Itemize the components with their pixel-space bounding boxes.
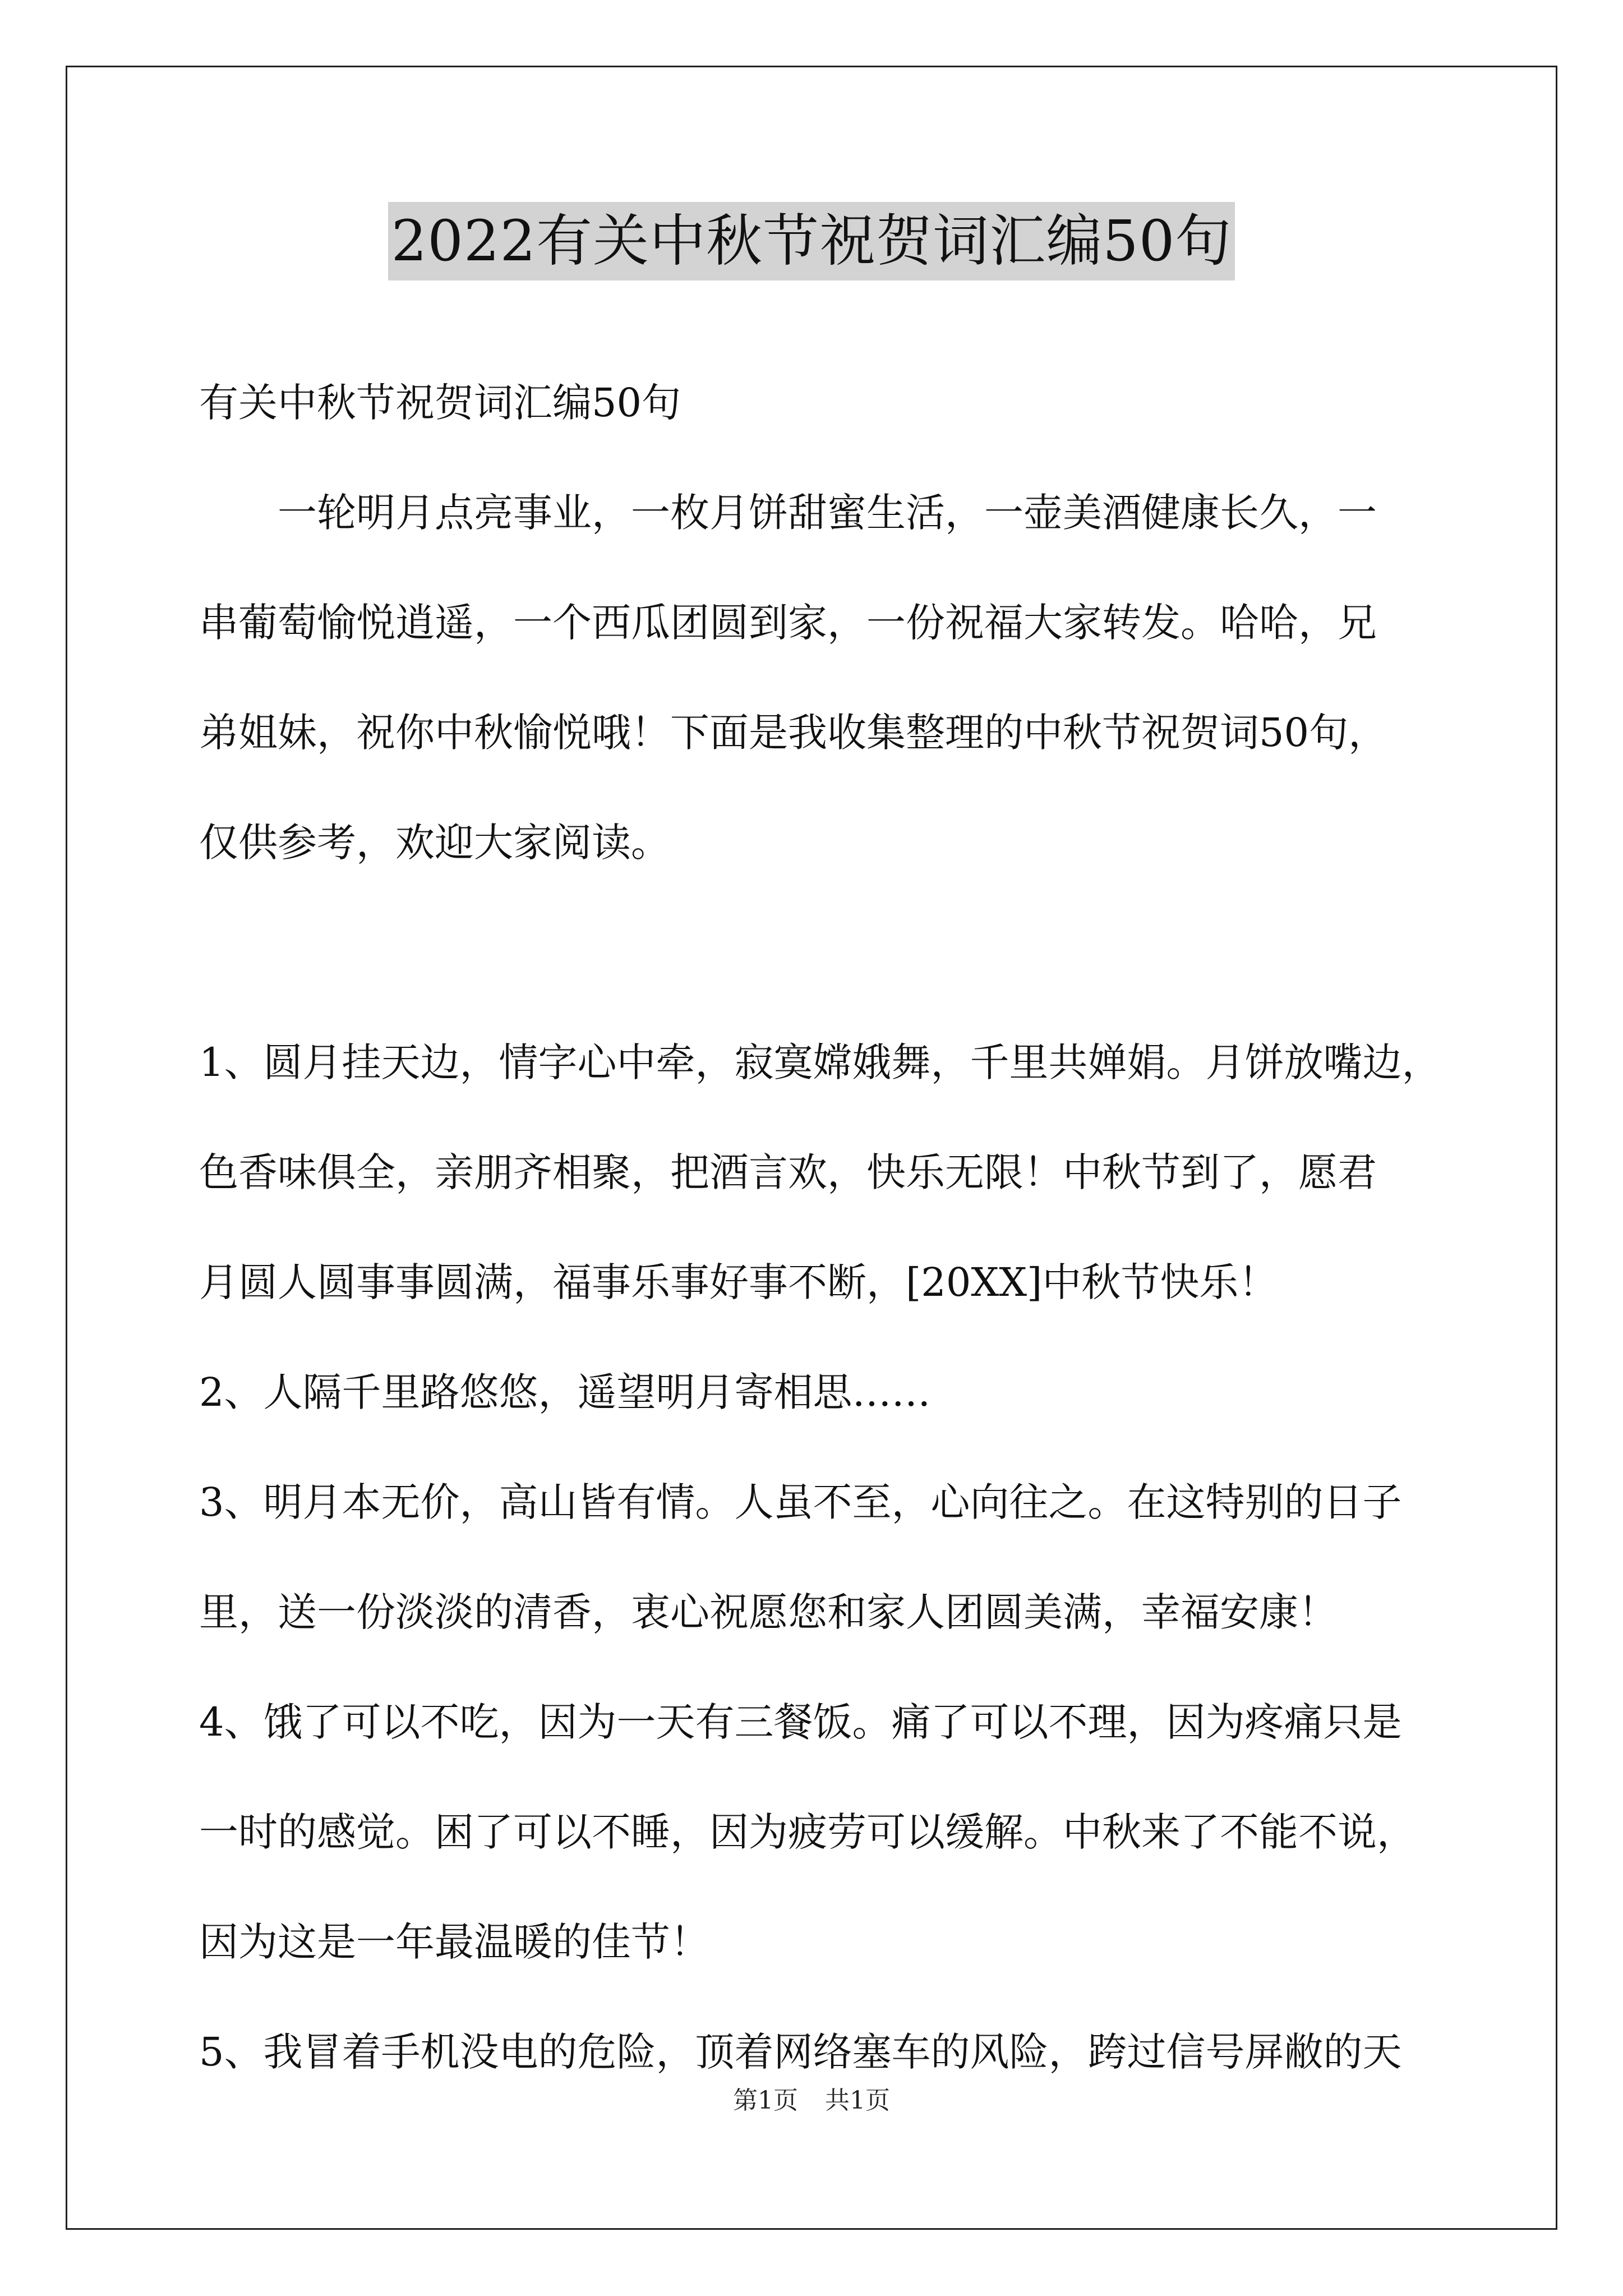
document-body	[199, 348, 1441, 2107]
body-line: 5、我冒着手机没电的危险，顶着网络塞车的风险，跨过信号屏敝的天	[199, 2029, 1402, 2075]
title-container	[0, 202, 1623, 280]
document-title: 2022有关中秋节祝贺词汇编50句	[388, 202, 1235, 280]
body-line: 3、明月本无价，高山皆有情。人虽不至，心向往之。在这特别的日子	[199, 1479, 1402, 1525]
body-line: 1、圆月挂天边，情字心中牵，寂寞嫦娥舞，千里共婵娟。月饼放嘴边，	[199, 1039, 1441, 1085]
intro-line: 弟姐妹，祝你中秋愉悦哦！下面是我收集整理的中秋节祝贺词50句，	[199, 710, 1388, 756]
body-line: 因为这是一年最温暖的佳节！	[199, 1919, 709, 1965]
intro-line: 仅供参考，欢迎大家阅读。	[199, 820, 670, 866]
body-line: 2、人隔千里路悠悠，遥望明月寄相思……	[199, 1369, 931, 1415]
page-footer	[0, 2084, 1623, 2118]
body-line: 里，送一份淡淡的清香，衷心祝愿您和家人团圆美满，幸福安康！	[199, 1589, 1338, 1635]
body-line: 一时的感觉。困了可以不睡，因为疲劳可以缓解。中秋来了不能不说，	[199, 1809, 1416, 1855]
body-line: 4、饿了可以不吃，因为一天有三餐饭。痛了可以不理，因为疼痛只是	[199, 1699, 1402, 1745]
body-line: 月圆人圆事事圆满，福事乐事好事不断，[20XX]中秋节快乐！	[199, 1259, 1278, 1305]
page-total: 共1页	[825, 2086, 890, 2115]
paragraph-gap	[199, 898, 1433, 1007]
page-number: 第1页	[733, 2086, 798, 2115]
intro-line: 串葡萄愉悦逍遥，一个西瓜团圆到家，一份祝福大家转发。哈哈，兄	[199, 600, 1377, 646]
subtitle-line: 有关中秋节祝贺词汇编50句	[199, 380, 681, 426]
body-line: 色香味俱全，亲朋齐相聚，把酒言欢，快乐无限！中秋节到了，愿君	[199, 1149, 1377, 1195]
intro-line: 一轮明月点亮事业，一枚月饼甜蜜生活，一壶美酒健康长久，一	[278, 490, 1377, 536]
